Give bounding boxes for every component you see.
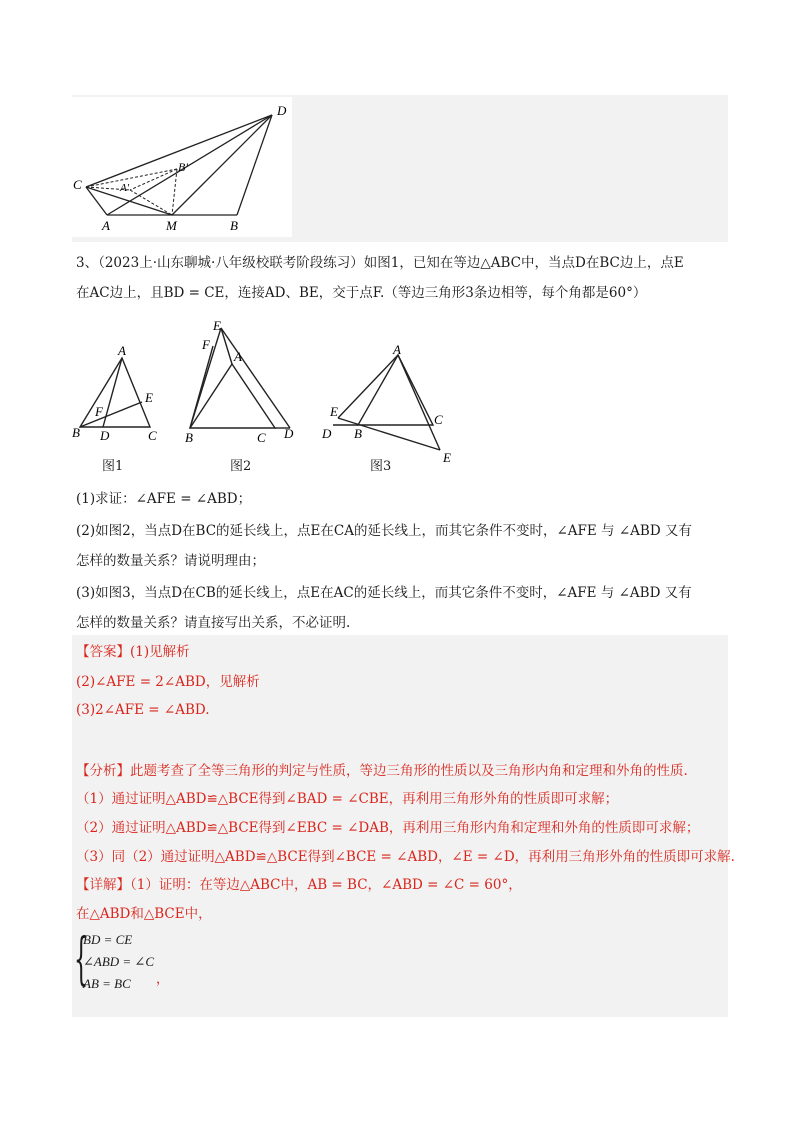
figure-1 <box>70 340 170 445</box>
point-Ap: A' <box>120 182 130 194</box>
fig2-A: A <box>234 349 242 364</box>
answer-1: (1)见解析 <box>130 644 190 660</box>
figure-2 <box>180 318 305 446</box>
system-eq-2: ∠ABD = ∠C <box>83 954 154 969</box>
detail-line-1 <box>76 876 522 894</box>
question-3-line-1: (3)如图3，当点D在CB的延长线上，点E在AC的延长线上，而其它条件不变时，∠AFE 与 ∠ABD 又有 <box>76 585 692 601</box>
system-end: ， <box>156 972 170 987</box>
answer-2: (2)∠AFE = 2∠ABD，见解析 <box>76 674 260 690</box>
analysis-p2: （2）通过证明△ABD≌△BCE得到∠EBC = ∠DAB，再利用三角形内角和定理和外角的性质即可求解； <box>76 820 700 836</box>
question-3-line-2: 怎样的数量关系？请直接写出关系，不必证明. <box>76 615 351 631</box>
figure-1-caption: 图1 <box>102 459 124 474</box>
question-2-line-2: 怎样的数量关系？请说明理由； <box>76 553 265 569</box>
problem-line-2: 在AC边上，且BD = CE，连接AD、BE，交于点F.（等边三角形3条边相等，每个角都是60°） <box>76 285 647 301</box>
figure-3 <box>318 340 463 468</box>
analysis-intro: 此题考查了全等三角形的判定与性质，等边三角形的性质以及三角形内角和定理和外角的性质. <box>130 763 688 779</box>
figure-3-caption: 图3 <box>370 459 392 474</box>
fig3-B: B <box>354 426 362 441</box>
analysis-p3: （3）同（2）通过证明△ABD≌△BCE得到∠BCE = ∠ABD，∠E = ∠D，再利用三角形外角的性质即可求解. <box>76 849 735 865</box>
fig3-A: A <box>393 342 401 357</box>
system-eq-1: BD = CE <box>83 932 133 947</box>
point-B: B <box>230 218 238 233</box>
detail-tag: 【详解】 <box>76 877 130 893</box>
fig1-D: D <box>100 428 110 443</box>
point-M: M <box>166 218 177 233</box>
fig3-E-upper: E <box>330 404 338 419</box>
system-eq-3: AB = BC <box>83 976 131 991</box>
fig3-D: D <box>322 426 332 441</box>
analysis-tag: 【分析】 <box>76 763 130 779</box>
fig1-F: F <box>95 404 103 419</box>
question-2-line-1: (2)如图2，当点D在BC的延长线上，点E在CA的延长线上，而其它条件不变时，∠AFE 与 ∠ABD 又有 <box>76 523 692 539</box>
fig2-F: F <box>202 337 210 352</box>
answer-tag: 【答案】 <box>76 644 130 660</box>
point-D: D <box>277 103 287 118</box>
point-A: A <box>102 218 110 233</box>
fig2-E: E <box>213 318 221 333</box>
fig2-B: B <box>185 430 193 445</box>
problem-line-1: 3、（2023上·山东聊城·八年级校联考阶段练习）如图1，已知在等边△ABC中，当点D在BC边上，点E <box>76 255 684 271</box>
fig3-E-lower: E <box>443 450 451 465</box>
answer-3: (3)2∠AFE = ∠ABD. <box>76 702 210 718</box>
fig1-B: B <box>72 425 80 440</box>
point-C: C <box>73 177 82 192</box>
fig1-C: C <box>148 428 157 443</box>
fig2-D: D <box>284 426 294 441</box>
figure-2-caption: 图2 <box>230 459 252 474</box>
analysis-intro-line <box>76 762 688 780</box>
answer-line-1 <box>76 643 190 661</box>
fig1-A: A <box>118 343 126 358</box>
fig3-C: C <box>434 412 443 427</box>
point-Bp: B' <box>178 160 188 174</box>
top-geometry-figure <box>72 97 292 237</box>
question-1: (1)求证：∠AFE = ∠ABD； <box>76 491 252 507</box>
fig1-E: E <box>145 390 153 405</box>
detail-l1: （1）证明：在等边△ABC中，AB = BC，∠ABD = ∠C = 60°， <box>130 877 522 893</box>
analysis-p1: （1）通过证明△ABD≌△BCE得到∠BAD = ∠CBE，再利用三角形外角的性质即可求解； <box>76 791 619 807</box>
fig2-C: C <box>257 430 266 445</box>
brace: { <box>74 927 89 992</box>
detail-l2: 在△ABD和△BCE中， <box>76 906 212 922</box>
